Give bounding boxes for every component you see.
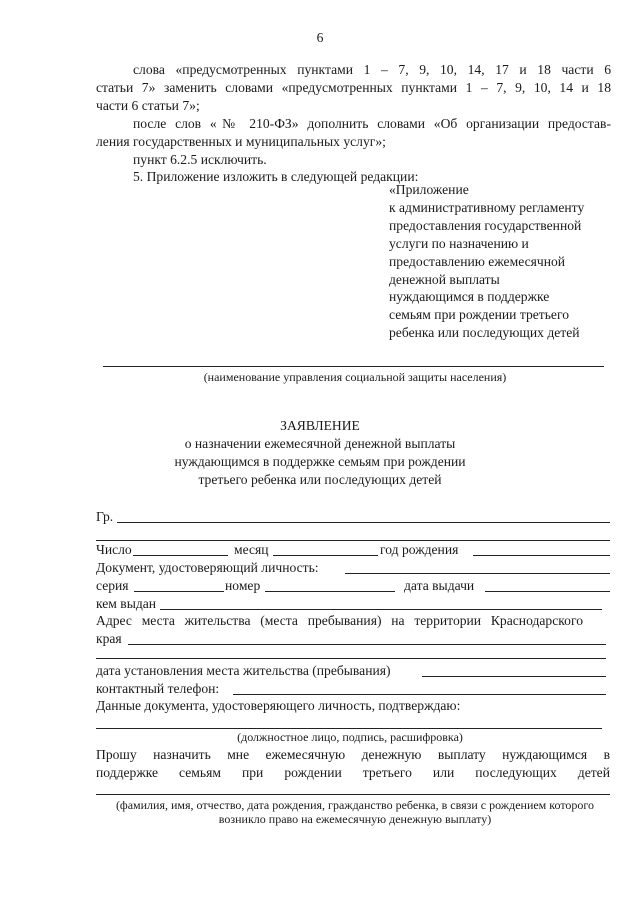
child-caption-line-1: (фамилия, имя, отчество, дата рождения, гражданство ребенка, в связи с рождением которого — [115, 798, 595, 812]
id-document-label: Документ, удостоверяющий личность: — [96, 560, 319, 575]
confirm-label: Данные документа, удостоверяющего личность, подтверждаю: — [96, 698, 461, 713]
appendix-header-line: семьям при рождении третьего — [389, 307, 569, 322]
phone-field[interactable] — [233, 694, 606, 695]
amend-paragraph-1-line-1: слова «предусмотренных пунктами 1 – 7, 9, 10, 14, 17 и 18 части 6 — [133, 62, 611, 77]
series-label: серия — [96, 578, 129, 593]
citizen-name-field-continuation[interactable] — [96, 540, 610, 541]
amend-paragraph-2-line-2: ления государственных и муниципальных услуг»; — [96, 134, 386, 149]
child-info-field[interactable] — [96, 794, 610, 795]
document-subtitle-line: о назначении ежемесячной денежной выплаты — [184, 436, 456, 451]
id-document-field[interactable] — [345, 573, 610, 574]
birth-day-label: Число — [96, 542, 132, 557]
issue-date-label: дата выдачи — [404, 578, 475, 593]
phone-label: контактный телефон: — [96, 681, 220, 696]
official-signature-field[interactable] — [96, 728, 602, 729]
official-caption: (должностное лицо, подпись, расшифровка) — [237, 730, 463, 744]
issued-by-field[interactable] — [160, 609, 602, 610]
address-label-line-1: Адрес места жительства (места пребывания) на территории Краснодарского — [96, 613, 583, 628]
number-label: номер — [225, 578, 261, 593]
appendix-header-line: к административному регламенту — [389, 200, 585, 215]
child-caption-line-2: возникло право на ежемесячную денежную выплату) — [218, 812, 492, 826]
residence-date-field[interactable] — [422, 676, 606, 677]
address-label-line-2: края — [96, 631, 122, 646]
birth-year-label: год рождения — [380, 542, 459, 557]
amend-paragraph-2-line-1: после слов «№ 210-ФЗ» дополнить словами «Об организации предостав- — [133, 116, 611, 131]
document-subtitle-line: нуждающимся в поддержке семьям при рождении — [174, 454, 466, 469]
authority-caption: (наименование управления социальной защиты населения) — [203, 370, 507, 384]
appendix-header-line: нуждающимся в поддержке — [389, 289, 550, 304]
document-subtitle-line: третьего ребенка или последующих детей — [198, 472, 442, 487]
birth-year-field[interactable] — [473, 555, 610, 556]
citizen-label: Гр. — [96, 509, 114, 524]
request-line-1: Прошу назначить мне ежемесячную денежную выплату нуждающимся в — [96, 747, 610, 762]
address-field[interactable] — [128, 644, 606, 645]
birth-month-field[interactable] — [273, 555, 378, 556]
issued-by-label: кем выдан — [96, 596, 157, 611]
birth-month-label: месяц — [234, 542, 269, 557]
appendix-header-line: ребенка или последующих детей — [389, 325, 580, 340]
authority-name-field[interactable] — [103, 366, 604, 367]
appendix-header-line: услуги по назначению и — [389, 236, 529, 251]
citizen-name-field[interactable] — [117, 522, 610, 523]
appendix-header-line: «Приложение — [389, 182, 469, 197]
amend-paragraph-3: пункт 6.2.5 исключить. — [133, 152, 267, 167]
appendix-header-line: предоставлению ежемесячной — [389, 254, 566, 269]
amend-paragraph-4: 5. Приложение изложить в следующей редакции: — [133, 169, 419, 184]
document-title: ЗАЯВЛЕНИЕ — [280, 418, 360, 433]
series-field[interactable] — [134, 591, 224, 592]
birth-day-field[interactable] — [133, 555, 228, 556]
address-field-continuation[interactable] — [96, 658, 606, 659]
request-line-2: поддержке семьям при рождении третьего или последующих детей — [96, 765, 610, 780]
issue-date-field[interactable] — [485, 591, 610, 592]
amend-paragraph-1-line-2: статьи 7» заменить словами «предусмотренных пунктами 1 – 7, 9, 10, 14 и 18 — [96, 80, 611, 95]
amend-paragraph-1-line-3: части 6 статьи 7»; — [96, 98, 200, 113]
residence-date-label: дата установления места жительства (пребывания) — [96, 663, 391, 678]
appendix-header-line: предоставления государственной — [389, 218, 582, 233]
number-field[interactable] — [265, 591, 395, 592]
appendix-header-line: денежной выплаты — [389, 272, 500, 287]
page-number: 6 — [316, 30, 324, 45]
